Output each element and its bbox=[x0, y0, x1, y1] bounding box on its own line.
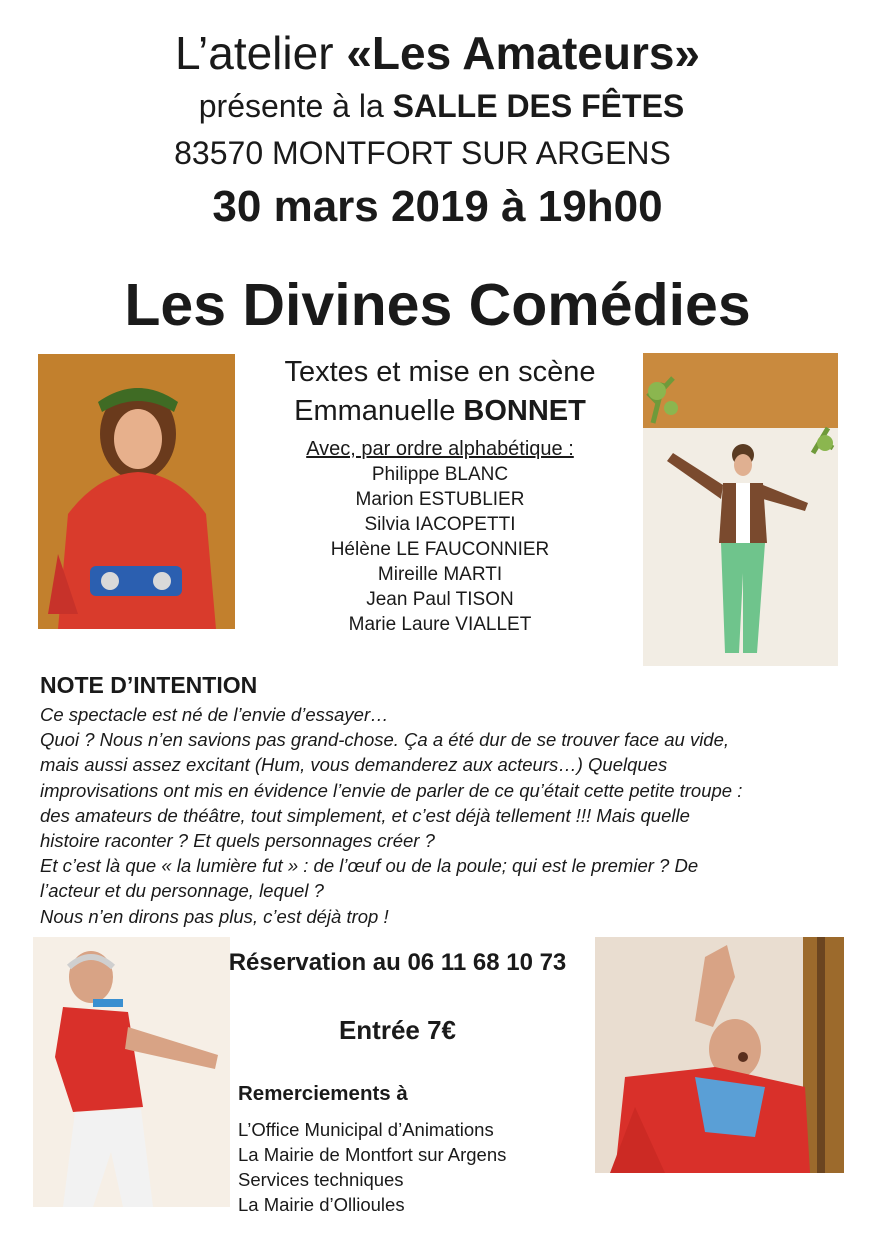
note-line: improvisations ont mis en évidence l’envie de parler de ce qu’était cette petite troupe : bbox=[40, 779, 743, 801]
cast-member: Philippe BLANC bbox=[371, 464, 509, 485]
photo-woman-laurel bbox=[38, 354, 235, 629]
thanks-title: Remerciements à bbox=[238, 1082, 408, 1105]
cast-member: Jean Paul TISON bbox=[366, 589, 514, 610]
credit-author bbox=[235, 393, 645, 429]
troupe-name: «Les Amateurs» bbox=[346, 27, 701, 79]
header-atelier bbox=[0, 26, 875, 80]
note-line: histoire raconter ? Et quels personnages créer ? bbox=[40, 830, 435, 852]
thanks-list bbox=[238, 1117, 506, 1217]
note-body bbox=[40, 702, 850, 929]
cast-member: Silvia IACOPETTI bbox=[364, 514, 516, 535]
photo-man-branches bbox=[643, 353, 838, 666]
credit-label: Textes et mise en scène bbox=[284, 356, 596, 388]
cast-member: Hélène LE FAUCONNIER bbox=[330, 539, 550, 560]
header-venue bbox=[0, 86, 875, 126]
cast-member: Mireille MARTI bbox=[377, 564, 503, 585]
header-city: 83570 MONTFORT SUR ARGENS bbox=[174, 135, 671, 171]
note-line: Ce spectacle est né de l’envie d’essayer… bbox=[40, 704, 389, 725]
cast-label: Avec, par ordre alphabétique : bbox=[306, 438, 574, 460]
note-line: Quoi ? Nous n’en savions pas grand-chose. Ça a été dur de se trouver face au vide, bbox=[40, 729, 730, 751]
entry-price: Entrée 7€ bbox=[338, 1015, 457, 1045]
thanks-item: La Mairie d’Ollioules bbox=[238, 1194, 405, 1215]
thanks-item: La Mairie de Montfort sur Argens bbox=[238, 1144, 507, 1165]
note-line: des amateurs de théâtre, tout simplement, et c’est déjà tellement !!! Mais quelle bbox=[40, 804, 690, 826]
note-line: mais aussi assez excitant (Hum, vous demanderez aux acteurs…) Quelques bbox=[40, 754, 668, 776]
note-line: Nous n’en dirons pas plus, c’est déjà trop ! bbox=[40, 905, 389, 927]
note-line: l’acteur et du personnage, lequel ? bbox=[40, 880, 324, 902]
cast-member: Marion ESTUBLIER bbox=[355, 489, 525, 510]
note-title: NOTE D’INTENTION bbox=[40, 672, 258, 698]
note-line: Et c’est là que « la lumière fut » : de l’œuf ou de la poule; qui est le premier ? De bbox=[40, 855, 699, 877]
thanks-item: Services techniques bbox=[238, 1169, 404, 1190]
show-title: Les Divines Comédies bbox=[124, 272, 751, 338]
author-last-name: BONNET bbox=[463, 395, 586, 427]
author-first-name: Emmanuelle bbox=[294, 395, 464, 427]
reservation-info: Réservation au 06 11 68 10 73 bbox=[228, 949, 567, 976]
header-atelier-text: L’atelier bbox=[174, 27, 347, 79]
venue-name: SALLE DES FÊTES bbox=[392, 88, 685, 124]
cast-list bbox=[235, 462, 645, 637]
thanks-item: L’Office Municipal d’Animations bbox=[238, 1119, 494, 1140]
photo-man-red-right bbox=[595, 937, 844, 1173]
event-date: 30 mars 2019 à 19h00 bbox=[212, 182, 663, 231]
cast-member: Marie Laure VIALLET bbox=[348, 614, 532, 635]
header-venue-text: présente à la bbox=[198, 88, 393, 124]
